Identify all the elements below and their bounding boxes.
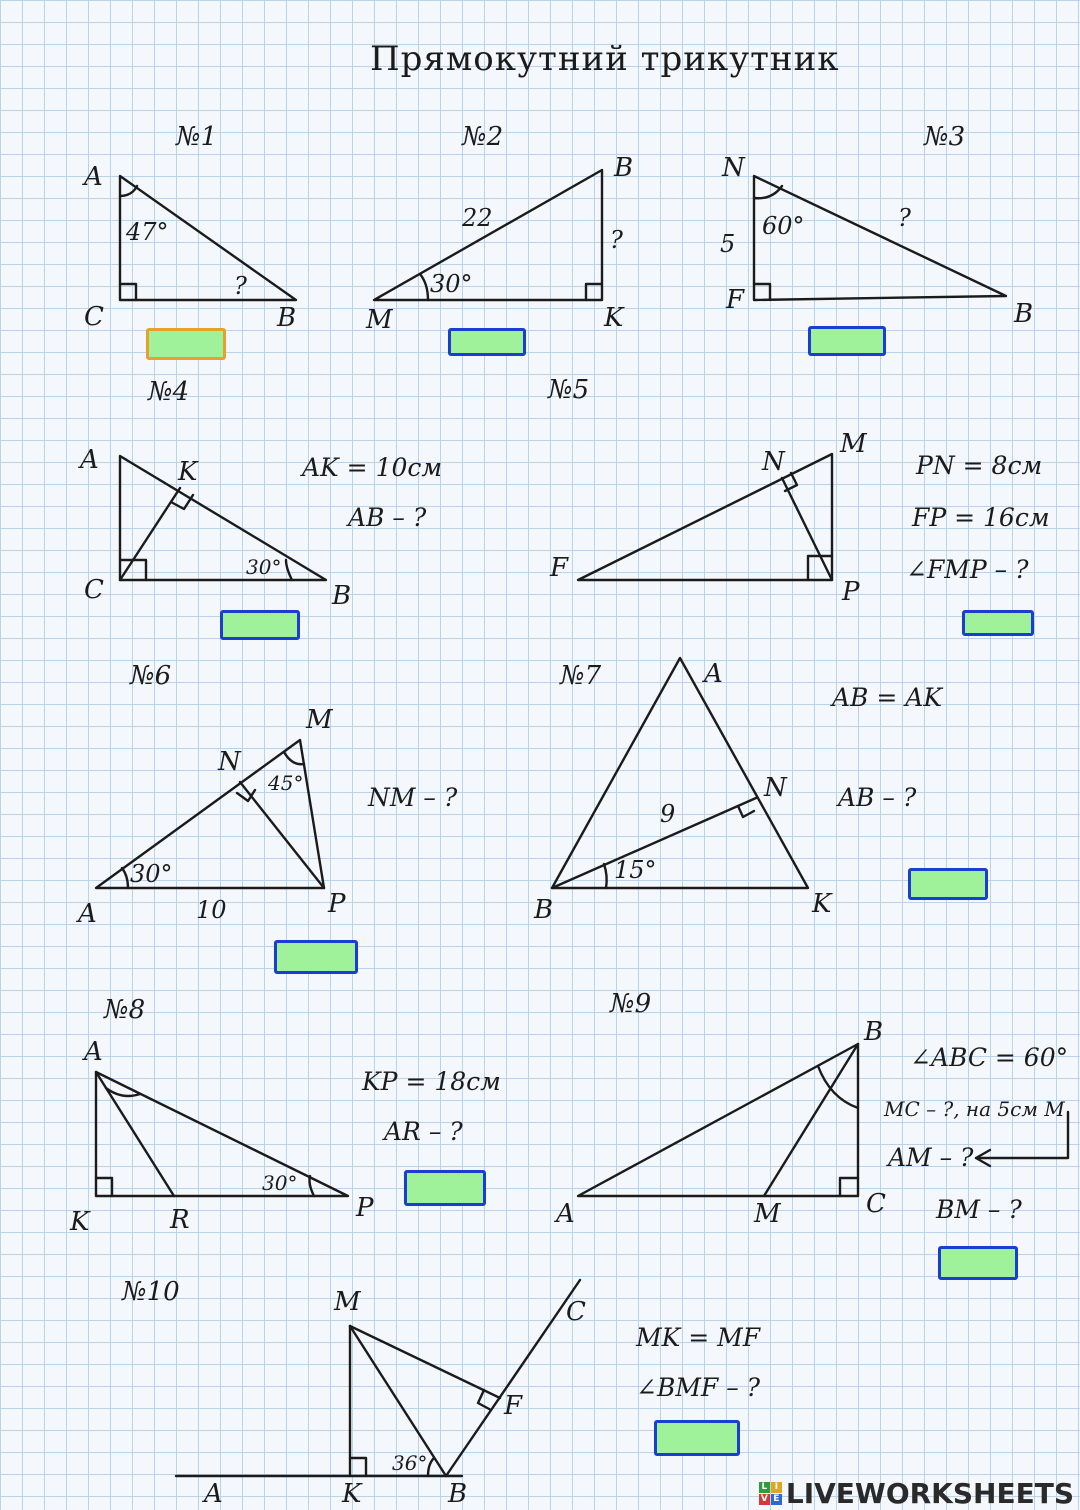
problem-9-given-1: ∠ABC = 60° xyxy=(910,1043,1069,1072)
answer-box-6[interactable] xyxy=(274,940,358,974)
problem-6-number: №6 xyxy=(130,661,172,691)
problem-2-vertex-k: K xyxy=(604,303,624,333)
problem-10-given-1: MK = MF xyxy=(636,1323,761,1352)
problem-9-segment-bm xyxy=(764,1044,858,1196)
problem-9-vertex-m: M xyxy=(754,1199,781,1229)
problem-7-side-label: 9 xyxy=(660,800,676,828)
problem-1-number: №1 xyxy=(176,122,218,152)
problem-5-triangle xyxy=(578,454,832,580)
problem-3-vertex-n: N xyxy=(722,153,745,183)
answer-box-1[interactable] xyxy=(146,328,226,360)
problem-7-angle-label: 15° xyxy=(614,856,657,884)
answer-box-7[interactable] xyxy=(908,868,988,900)
problem-5-given-2: FP = 16см xyxy=(912,503,1050,532)
problem-3-number: №3 xyxy=(924,122,966,152)
problem-8-vertex-a: A xyxy=(84,1037,103,1067)
logo-letter-v: V xyxy=(759,1494,770,1505)
problem-5-vertex-n: N xyxy=(762,447,785,477)
problem-6-altitude xyxy=(240,782,324,888)
problem-10-angle-arc xyxy=(428,1458,434,1476)
problem-7-given-2: AB – ? xyxy=(838,783,917,812)
worksheet-title: Прямокутний трикутник xyxy=(370,39,840,79)
answer-box-2[interactable] xyxy=(448,328,526,356)
logo-letter-l: L xyxy=(759,1482,770,1493)
problem-1-unknown: ? xyxy=(234,272,247,300)
problem-8-right-angle xyxy=(96,1178,112,1196)
problem-1-vertex-c: C xyxy=(84,302,104,332)
problem-7-number: №7 xyxy=(560,661,602,691)
problem-4-right-angle-c xyxy=(120,560,146,580)
problem-9-given-4: BM – ? xyxy=(936,1195,1022,1224)
problem-8-number: №8 xyxy=(104,995,146,1025)
problem-6-vertex-a: A xyxy=(78,899,97,929)
problem-4-vertex-b: B xyxy=(332,581,352,611)
problem-6-angle-label-a: 30° xyxy=(130,860,173,888)
problem-10-vertex-m: M xyxy=(334,1287,361,1317)
problem-4-angle-arc xyxy=(286,560,292,580)
problem-3-vertex-b: B xyxy=(1014,299,1034,329)
problem-7 xyxy=(533,658,943,925)
problem-10-vertex-f: F xyxy=(504,1391,523,1421)
problem-10-vertex-b: B xyxy=(448,1479,468,1509)
problem-1-vertex-a: A xyxy=(84,162,103,192)
problem-10-vertex-a: A xyxy=(204,1479,223,1509)
problem-2-angle-arc xyxy=(420,274,428,300)
logo-letter-i: I xyxy=(771,1482,782,1493)
problem-2 xyxy=(365,122,633,335)
problem-3-leg-label: 5 xyxy=(720,230,736,258)
problem-9-vertex-c: C xyxy=(866,1189,886,1219)
problem-4-given-2: AB – ? xyxy=(348,503,427,532)
problem-8-given-2: AR – ? xyxy=(384,1117,463,1146)
answer-box-9[interactable] xyxy=(938,1246,1018,1280)
problem-1 xyxy=(82,122,296,333)
problem-9-triangle xyxy=(578,1044,858,1196)
problem-2-hypotenuse-label: 22 xyxy=(462,204,493,232)
problem-6-side-label: 10 xyxy=(196,896,227,924)
problem-4-angle-label: 30° xyxy=(246,555,282,579)
liveworksheets-logo-icon xyxy=(759,1482,782,1505)
problem-10-number: №10 xyxy=(122,1277,180,1307)
problem-3-angle-label: 60° xyxy=(762,212,805,240)
problem-5-given-1: PN = 8см xyxy=(916,451,1043,480)
problem-4-vertex-c: C xyxy=(84,575,104,605)
problem-8-vertex-r: R xyxy=(170,1205,190,1235)
problem-4-vertex-k: K xyxy=(178,457,198,487)
problem-3 xyxy=(720,122,1033,329)
problem-10-vertex-c: C xyxy=(566,1297,586,1327)
problem-5-vertex-p: P xyxy=(842,577,860,607)
problem-6-angle-label-m: 45° xyxy=(268,771,304,795)
answer-box-4[interactable] xyxy=(220,610,300,640)
problem-10 xyxy=(121,1277,762,1509)
problem-5-vertex-f: F xyxy=(550,553,569,583)
liveworksheets-brand xyxy=(759,1478,1074,1508)
problem-7-vertex-b: B xyxy=(534,895,554,925)
problem-5-right-angle-p xyxy=(808,556,832,580)
problem-9-right-angle xyxy=(840,1178,858,1196)
problem-2-unknown: ? xyxy=(610,226,623,254)
problem-3-right-angle xyxy=(754,284,770,300)
problem-2-angle-label: 30° xyxy=(430,270,473,298)
problem-2-vertex-b: B xyxy=(614,153,634,183)
problem-5-given-3: ∠FMP – ? xyxy=(906,555,1029,584)
problem-4-vertex-a: A xyxy=(80,445,99,475)
problem-8-vertex-k: K xyxy=(70,1207,90,1237)
problem-6-angle-arc-a xyxy=(122,868,128,888)
problem-5-number: №5 xyxy=(548,375,590,405)
problem-9-vertex-b: B xyxy=(864,1017,884,1047)
problem-2-right-angle xyxy=(586,284,602,300)
problem-10-vertex-k: K xyxy=(342,1479,362,1509)
problem-7-vertex-k: K xyxy=(812,889,832,919)
liveworksheets-name: LIVEWORKSHEETS xyxy=(785,1476,1074,1510)
problem-4-triangle xyxy=(120,456,326,580)
answer-box-5[interactable] xyxy=(962,610,1034,636)
problem-3-unknown: ? xyxy=(898,204,911,232)
problem-6-vertex-n: N xyxy=(218,747,241,777)
problem-6 xyxy=(76,661,458,929)
problem-7-vertex-n: N xyxy=(764,773,787,803)
answer-box-10[interactable] xyxy=(654,1420,740,1456)
problem-1-right-angle xyxy=(120,284,136,300)
problem-9 xyxy=(554,989,1068,1229)
problem-9-given-3: AM – ? xyxy=(888,1143,974,1172)
problem-9-given-2: MC – ?, на 5см M xyxy=(884,1097,1065,1121)
problem-10-right-angle-k xyxy=(350,1458,366,1476)
logo-letter-e: E xyxy=(771,1494,782,1505)
problem-2-vertex-m: M xyxy=(366,305,393,335)
problem-7-given-1: AB = AK xyxy=(832,683,942,712)
problem-6-angle-arc-m xyxy=(284,752,304,764)
problem-7-right-angle xyxy=(738,806,754,817)
problem-6-vertex-p: P xyxy=(328,889,346,919)
problem-8-angle-label: 30° xyxy=(262,1171,298,1195)
problem-10-line-bc xyxy=(446,1280,580,1476)
problem-9-angle-arc xyxy=(818,1066,858,1108)
problem-6-given-1: NM – ? xyxy=(368,783,458,812)
problem-5-vertex-m: M xyxy=(840,429,867,459)
problem-4-number: №4 xyxy=(148,377,190,407)
problem-4-given-1: AK = 10см xyxy=(302,453,443,482)
problem-1-angle-label: 47° xyxy=(126,218,169,246)
problem-7-vertex-a: A xyxy=(704,659,723,689)
problem-2-number: №2 xyxy=(462,122,504,152)
answer-box-8[interactable] xyxy=(404,1170,486,1206)
problem-9-vertex-a: A xyxy=(556,1199,575,1229)
problem-4 xyxy=(78,377,442,611)
problem-8-vertex-p: P xyxy=(356,1193,374,1223)
problem-7-angle-arc xyxy=(604,864,607,888)
problem-6-vertex-m: M xyxy=(306,705,333,735)
problem-1-vertex-b: B xyxy=(277,303,297,333)
problem-9-number: №9 xyxy=(610,989,652,1019)
problem-5 xyxy=(547,375,1050,607)
problem-10-given-2: ∠BMF – ? xyxy=(636,1373,761,1402)
problem-2-triangle xyxy=(374,170,602,300)
problem-8-given-1: KP = 18см xyxy=(362,1067,501,1096)
answer-box-3[interactable] xyxy=(808,326,886,356)
problem-3-vertex-f: F xyxy=(726,285,745,315)
problem-10-angle-label: 36° xyxy=(392,1451,428,1475)
